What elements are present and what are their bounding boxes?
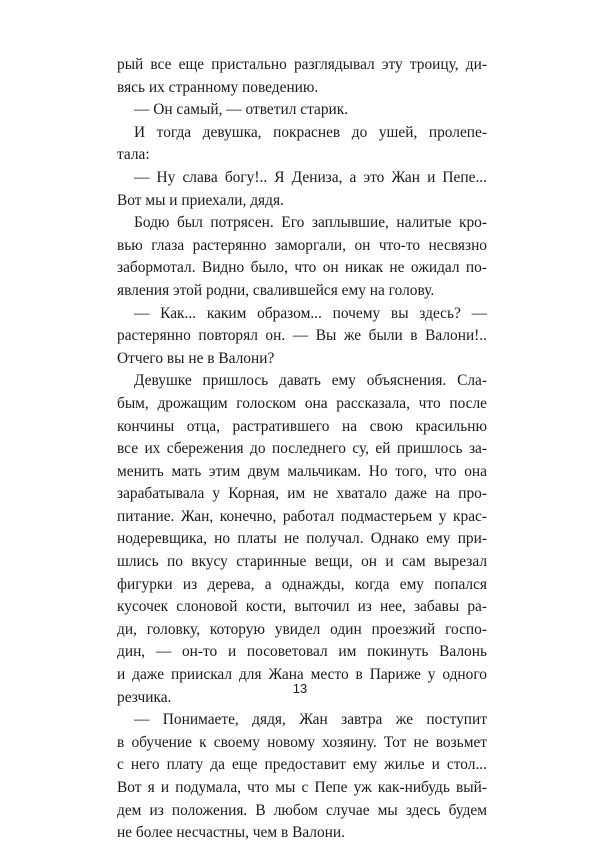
text-line: резчика. <box>117 688 172 706</box>
page-number: 13 <box>292 681 308 696</box>
text-line: — Он самый, — ответил старик. <box>134 101 349 119</box>
text-line: фигурки из дерева, а однажды, когда ему попался <box>117 575 487 593</box>
text-line: И тогда девушка, покраснев до ушей, пролепе- <box>134 123 487 141</box>
text-line: явления этой родни, свалившейся ему на голову. <box>117 281 435 299</box>
text-line: дин, — он-то и посоветовал им покинуть Валонь <box>117 643 487 661</box>
text-line: кусочек слоновой кости, выточил из нее, забавы ра- <box>117 598 487 616</box>
text-line: — Понимаете, дядя, Жан завтра же поступит <box>134 711 487 729</box>
text-line: питание. Жан, конечно, работал подмастерьем у крас- <box>117 507 487 525</box>
text-line: в обучение к своему новому хозяину. Тот не возьмет <box>117 733 487 751</box>
text-line: Девушке пришлось давать ему объяснения. Сла- <box>134 372 487 390</box>
page-text-block <box>117 54 487 845</box>
text-line: и даже приискал для Жана место в Париже у одного <box>117 666 487 684</box>
text-line: забормотал. Видно было, что он никак не ожидал по- <box>117 259 487 277</box>
text-line: зарабатывала у Корная, им не хватало даже на про- <box>117 485 487 503</box>
text-line: растерянно повторял он. — Вы же были в Валони!.. <box>117 327 487 345</box>
text-line: тала: <box>117 146 150 164</box>
text-line: Бодю был потрясен. Его заплывшие, налитые кро- <box>134 214 487 232</box>
text-line: не более несчастны, чем в Валони. <box>117 824 346 842</box>
text-line: Вот мы и приехали, дядя. <box>117 191 284 209</box>
text-line: вью глаза растерянно заморгали, он что-то несвязно <box>117 236 487 254</box>
text-line: бым, дрожащим голоском она рассказала, что после <box>117 394 487 412</box>
text-line: Вот я и подумала, что мы с Пепе уж как-нибудь вый- <box>117 779 487 796</box>
text-line: шлись по вкусу старинные вещи, он и сам вырезал <box>117 553 487 571</box>
text-line: — Как... каким образом... почему вы здесь? — <box>134 304 487 322</box>
text-line: ди, головку, которую увидел один проезжий госпо- <box>117 620 487 638</box>
text-line: кончины отца, растратившего на свою красильню <box>117 417 487 435</box>
text-line: нодеревщика, но платы не получал. Однако ему при- <box>117 530 487 548</box>
text-line: вясь их странному поведению. <box>117 78 319 96</box>
text-line: все их сбережения до последнего су, ей пришлось за- <box>117 440 487 458</box>
text-line: рый все еще пристально разглядывал эту троицу, ди- <box>117 56 487 73</box>
text-line: с него плату да еще предоставит ему жилье и стол... <box>117 756 487 774</box>
text-line: дем из положения. В любом случае мы здесь будем <box>117 801 487 819</box>
text-line: — Ну слава богу!.. Я Дениза, а это Жан и Пепе... <box>134 168 487 186</box>
text-line: менить мать этим двум мальчикам. Но того, что она <box>117 462 487 480</box>
text-line: Отчего вы не в Валони? <box>117 349 275 367</box>
